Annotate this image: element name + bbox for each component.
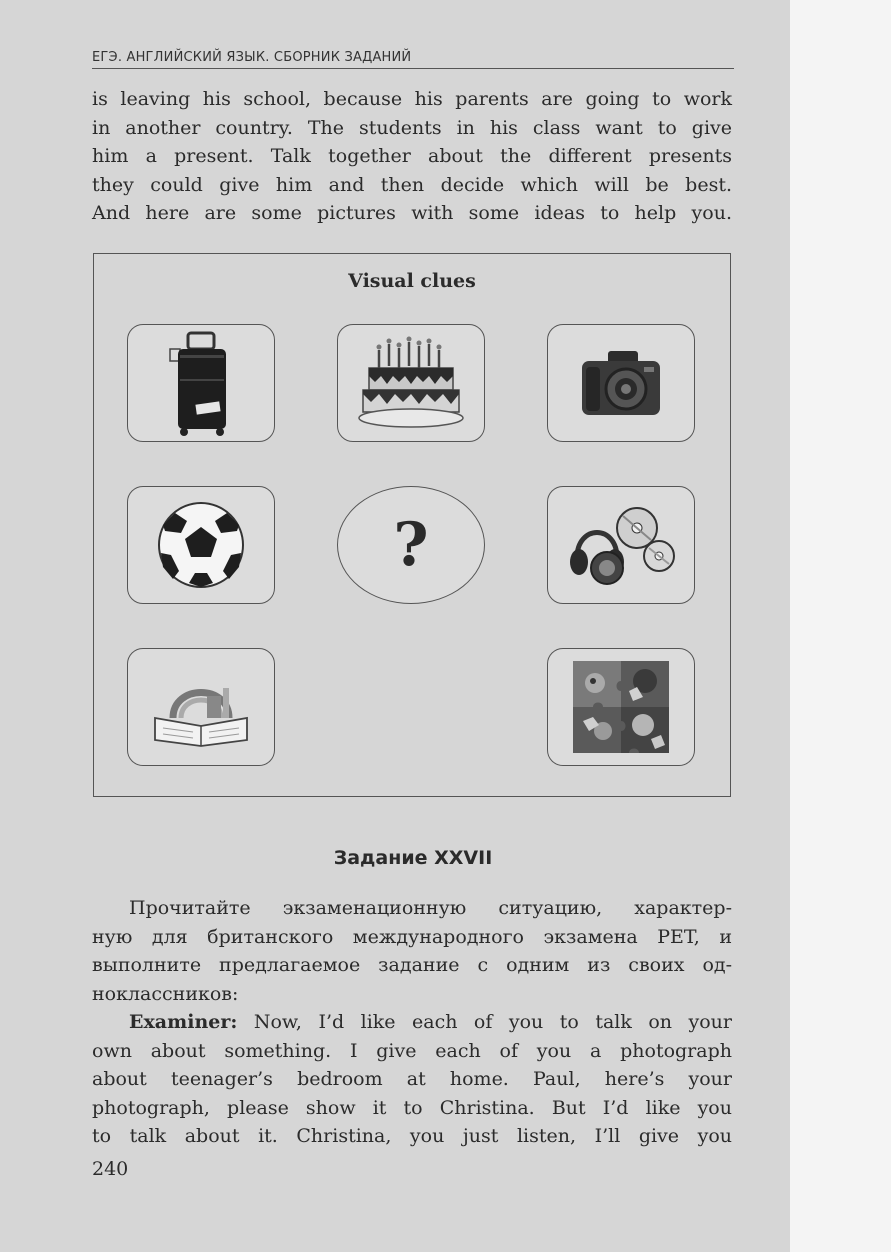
examiner-paragraph (92, 1008, 732, 1151)
open-book-icon (149, 666, 253, 748)
puzzle-tile (547, 648, 695, 766)
football-icon (155, 499, 247, 591)
football-tile (127, 486, 275, 604)
text-line: they could give him and then decide which will be best. (92, 173, 732, 196)
examiner-first-line (92, 1008, 732, 1037)
text-line: ную для британского международного экзамена PET, и (92, 925, 732, 948)
visual-clues-title: Visual clues (348, 270, 476, 292)
running-head: ЕГЭ. АНГЛИЙСКИЙ ЯЗЫК. СБОРНИК ЗАДАНИЙ (92, 50, 734, 69)
headphones-cds-icon (565, 502, 677, 588)
camera-tile (547, 324, 695, 442)
text-line: ноклассников: (92, 982, 239, 1005)
book-tile (127, 648, 275, 766)
suitcase-icon (166, 329, 236, 437)
text-line: Прочитайте экзаменационную ситуацию, характер- (129, 897, 732, 919)
text-line: выполните предлагаемое задание с одним из своих од- (92, 954, 732, 976)
scan-margin (790, 0, 891, 1252)
camera-icon (578, 347, 664, 419)
cake-tile (337, 324, 485, 442)
text-line: about teenager’s bedroom at home. Paul, here’s your (92, 1068, 732, 1090)
task-instruction (92, 894, 732, 1008)
music-tile (547, 486, 695, 604)
examiner-first-line-text: Now, I’d like each of you to talk on your (237, 1011, 732, 1033)
visual-clues-box (93, 253, 731, 797)
task-heading: Задание XXVII (333, 847, 493, 869)
text-line: is leaving his school, because his parents are going to work (92, 88, 732, 110)
text-line: And here are some pictures with some ideas to help you. (92, 202, 732, 224)
suitcase-tile (127, 324, 275, 442)
text-line: in another country. The students in his class want to give (92, 116, 732, 139)
question-tile (337, 486, 485, 604)
intro-paragraph (92, 85, 732, 228)
page-number: 240 (92, 1158, 129, 1180)
text-line: him a present. Talk together about the different presents (92, 145, 732, 167)
birthday-cake-icon (357, 336, 465, 430)
text-line: to talk about it. Christina, you just listen, I’ll give you (92, 1125, 732, 1147)
examiner-label: Examiner: (129, 1011, 238, 1033)
text-line: photograph, please show it to Christina. But I’d like you (92, 1096, 732, 1119)
jigsaw-puzzle-icon (573, 661, 669, 753)
question-mark: ? (393, 510, 429, 580)
text-line: own about something. I give each of you a photograph (92, 1039, 732, 1062)
